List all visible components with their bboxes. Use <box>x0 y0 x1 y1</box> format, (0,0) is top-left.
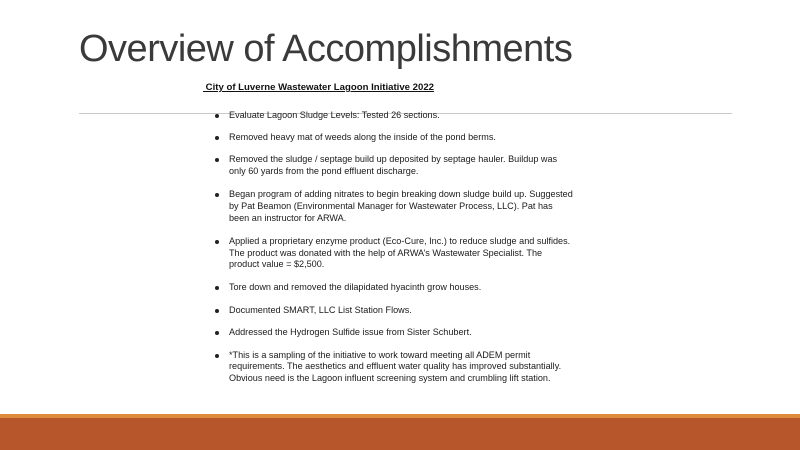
bullet-text: Documented SMART, LLC List Station Flows. <box>229 304 412 315</box>
bullet-dot-icon <box>215 158 219 162</box>
bullet-text: Evaluate Lagoon Sludge Levels: Tested 26 sections. <box>229 110 440 120</box>
bullet-dot-icon <box>215 354 219 358</box>
bullet-item <box>213 282 573 294</box>
bullet-text: Addressed the Hydrogen Sulfide issue from Sister Schubert. <box>229 327 472 338</box>
bullet-item <box>213 350 573 385</box>
footer-band <box>0 418 800 450</box>
bullet-item <box>213 236 573 271</box>
bullet-item <box>213 154 573 177</box>
bullet-text: Began program of adding nitrates to begin breaking down sludge build up. Suggested by Pat Beamon (Environmental Manager for Wastewater Process, LLC). Pat has been an instructor for ARWA. <box>229 189 573 223</box>
slide-subtitle: City of Luverne Wastewater Lagoon Initiative 2022 <box>203 82 435 93</box>
bullet-dot-icon <box>215 136 219 140</box>
bullet-list <box>213 110 573 385</box>
bullet-dot-icon <box>215 240 219 244</box>
bullet-dot-icon <box>215 114 219 118</box>
bullet-dot-icon <box>215 309 219 313</box>
bullet-text: Removed the sludge / septage build up deposited by septage hauler. Buildup was only 60 yards from the pond effluent discharge. <box>229 154 558 176</box>
bullet-dot-icon <box>215 193 219 197</box>
bullet-item <box>213 327 573 339</box>
bullet-item <box>213 305 573 317</box>
bullet-text: Applied a proprietary enzyme product (Eco-Cure, Inc.) to reduce sludge and sulfides. The product was donated with the help of ARWA’s Wastewater Specialist. The product value = $2,500. <box>229 236 571 270</box>
bullet-dot-icon <box>215 286 219 290</box>
bullet-item <box>213 189 573 224</box>
bullet-text: Tore down and removed the dilapidated hyacinth grow houses. <box>229 281 482 292</box>
bullet-item <box>213 110 573 122</box>
bullet-text: Removed heavy mat of weeds along the inside of the pond berms. <box>229 131 496 142</box>
bullet-item <box>213 132 573 144</box>
bullet-text: *This is a sampling of the initiative to work toward meeting all ADEM permit requirements. The aesthetics and effluent water quality has improved substantially. Obvious need is the Lagoon influent screening system and crumbling lift station. <box>229 349 562 383</box>
bullet-dot-icon <box>215 331 219 335</box>
slide-title: Overview of Accomplishments <box>79 28 573 70</box>
